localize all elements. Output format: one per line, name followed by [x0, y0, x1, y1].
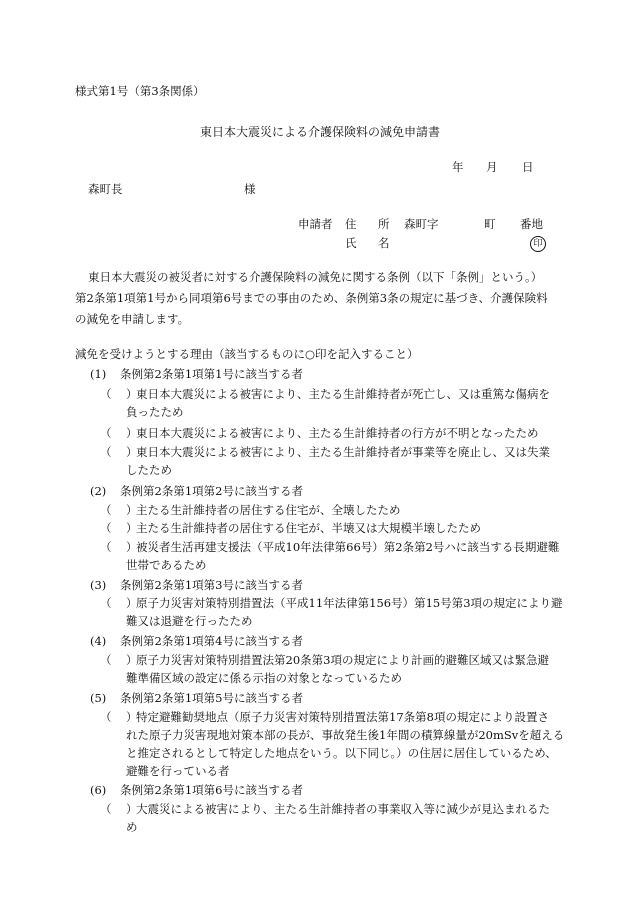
checkbox-paren-close[interactable]: ）	[126, 710, 138, 724]
checkbox-paren-open[interactable]: （	[100, 540, 112, 554]
checkbox-paren-close[interactable]: ）	[126, 521, 138, 535]
address-label-2: 所	[378, 217, 390, 231]
section-6-number: (6)	[90, 783, 107, 797]
option-2-3-line-2: 世帯であるため	[126, 558, 207, 572]
option-1-2-line-1: 東日本大震災による被害により、主たる生計維持者の行方が不明となったため	[136, 426, 539, 440]
intro-line-3: の減免を申請します。	[75, 312, 190, 326]
applicant-label: 申請者	[298, 217, 333, 231]
checkbox-paren-close[interactable]: ）	[126, 445, 138, 459]
section-2-title: 条例第2条第1項第2号に該当する者	[120, 484, 303, 498]
address-label-1: 住	[345, 217, 357, 231]
checkbox-paren-open[interactable]: （	[100, 596, 112, 610]
section-6-title: 条例第2条第1項第6号に該当する者	[120, 783, 303, 797]
option-2-2-line-1: 主たる生計維持者の居住する住宅が、半壊又は大規模半壊したため	[136, 521, 481, 535]
checkbox-paren-close[interactable]: ）	[126, 596, 138, 610]
name-label-1: 氏	[345, 236, 357, 250]
section-1-number: (1)	[90, 367, 107, 381]
checkbox-paren-open[interactable]: （	[100, 426, 112, 440]
intro-line-1: 東日本大震災の被災者に対する介護保険料の減免に関する条例（以下「条例」という。）	[88, 270, 543, 284]
option-1-3-line-2: したため	[126, 463, 172, 477]
option-4-1-line-1: 原子力災害対策特別措置法第20条第3項の規定により計画的避難区域又は緊急避	[136, 653, 549, 667]
address-cho: 町	[484, 217, 496, 231]
option-1-3-line-1: 東日本大震災による被害により、主たる生計維持者が事業等を廃止し、又は失業	[136, 445, 550, 459]
checkbox-paren-open[interactable]: （	[100, 445, 112, 459]
checkbox-paren-open[interactable]: （	[100, 710, 112, 724]
option-1-1-line-2: 負ったため	[126, 405, 184, 419]
option-5-1-line-1: 特定避難勧奨地点（原子力災害対策特別措置法第17条第8項の規定により設置さ	[136, 710, 549, 724]
checkbox-paren-open[interactable]: （	[100, 503, 112, 517]
option-5-1-line-4: 避難を行っている者	[126, 764, 230, 778]
address-town: 森町字	[404, 217, 439, 231]
checkbox-paren-open[interactable]: （	[100, 653, 112, 667]
option-6-1-line-2: め	[126, 820, 138, 834]
option-5-1-line-2: れた原子力災害現地対策本部の長が、事故発生後1年間の積算線量が20mSvを超える	[126, 728, 565, 742]
section-3-title: 条例第2条第1項第3号に該当する者	[120, 578, 303, 592]
seal-mark	[530, 236, 546, 252]
checkbox-paren-close[interactable]: ）	[126, 540, 138, 554]
document-title: 東日本大震災による介護保険料の減免申請書	[200, 125, 441, 139]
addressee-name: 森町長	[88, 182, 123, 196]
section-3-number: (3)	[90, 578, 107, 592]
section-5-number: (5)	[90, 691, 107, 705]
checkbox-paren-open[interactable]: （	[100, 521, 112, 535]
date-year-label: 年	[452, 160, 464, 174]
section-4-number: (4)	[90, 634, 107, 648]
option-2-1-line-1: 主たる生計維持者の居住する住宅が、全壊したため	[136, 503, 401, 517]
checkbox-paren-open[interactable]: （	[100, 802, 112, 816]
seal-icon: 印	[530, 236, 546, 252]
section-4-title: 条例第2条第1項第4号に該当する者	[120, 634, 303, 648]
address-banchi: 番地	[520, 217, 543, 231]
date-month-label: 月	[486, 160, 498, 174]
form-number: 様式第1号（第3条関係）	[75, 84, 205, 98]
option-2-3-line-1: 被災者生活再建支援法（平成10年法律第66号）第2条第2号ハに該当する長期避難	[136, 540, 560, 554]
option-6-1-line-1: 大震災による被害により、主たる生計維持者の事業収入等に減少が見込まれるた	[136, 802, 550, 816]
checkbox-paren-close[interactable]: ）	[126, 503, 138, 517]
section-5-title: 条例第2条第1項第5号に該当する者	[120, 691, 303, 705]
option-3-1-line-2: 難又は退避を行ったため	[126, 614, 253, 628]
intro-line-2: 第2条第1項第1号から同項第6号までの事由のため、条例第3条の規定に基づき、介護保険料	[75, 291, 548, 305]
section-1-title: 条例第2条第1項第1号に該当する者	[120, 367, 303, 381]
section-2-number: (2)	[90, 484, 107, 498]
option-1-1-line-1: 東日本大震災による被害により、主たる生計維持者が死亡し、又は重篤な傷病を	[136, 387, 550, 401]
option-4-1-line-2: 難準備区域の設定に係る示指の対象となっているため	[126, 671, 402, 685]
checkbox-paren-close[interactable]: ）	[126, 387, 138, 401]
checkbox-paren-close[interactable]: ）	[126, 802, 138, 816]
reason-heading: 減免を受けようとする理由（該当するものに○印を記入すること）	[75, 347, 419, 361]
addressee-honorific: 様	[244, 182, 256, 196]
checkbox-paren-close[interactable]: ）	[126, 653, 138, 667]
option-3-1-line-1: 原子力災害対策特別措置法（平成11年法律第156号）第15号第3項の規定により避	[136, 596, 563, 610]
option-5-1-line-3: と推定されるとして特定した地点をいう。以下同じ。）の住居に居住しているため、	[126, 746, 557, 760]
checkbox-paren-close[interactable]: ）	[126, 426, 138, 440]
date-day-label: 日	[522, 160, 534, 174]
name-label-2: 名	[378, 236, 390, 250]
checkbox-paren-open[interactable]: （	[100, 387, 112, 401]
